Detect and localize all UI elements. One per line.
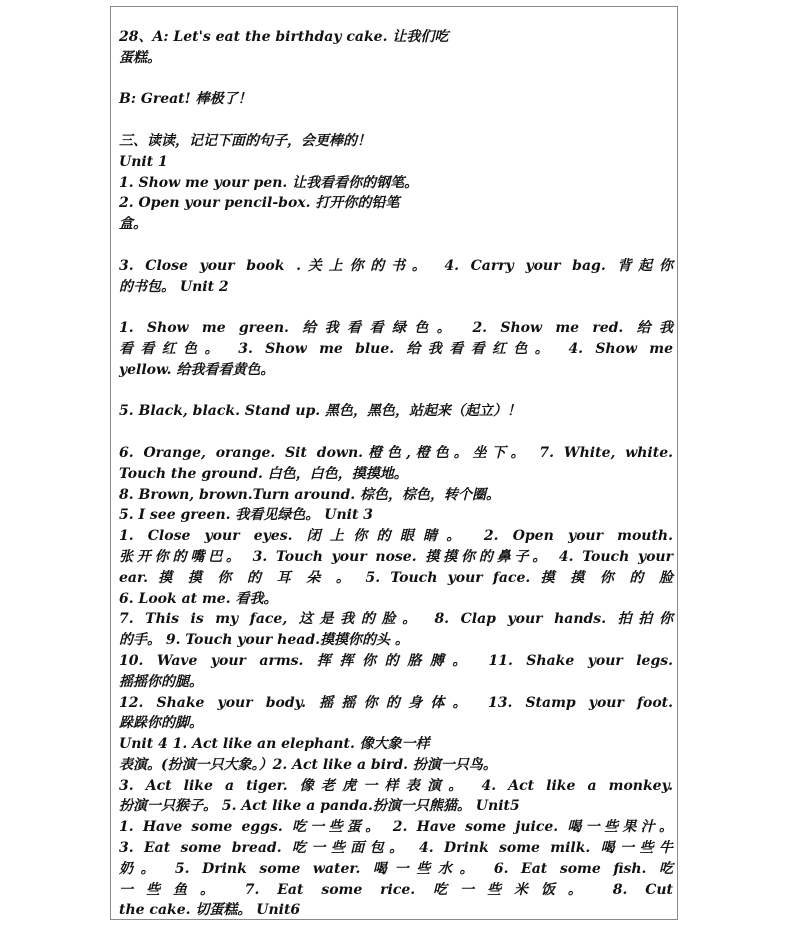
text-line: 5. I see green. 我看见绿色。 Unit 3 [119, 507, 374, 524]
blank-line [119, 381, 673, 402]
text-line: 28、A: Let's eat the birthday cake. 让我们吃 [119, 29, 449, 45]
text-line: 跺跺你的脚。 [119, 715, 203, 732]
text-line: 3. Act like a tiger. 像老虎一样表演。 4. Act like a monkey. [119, 777, 673, 794]
text-line: 1. Show me green. 给我看看绿色。 2. Show me red. 给我 [119, 320, 673, 337]
document-page [110, 6, 678, 920]
text-line: 6. Orange, orange. Sit down.橙色,橙色。坐下。 7. White, white. [119, 444, 673, 461]
text-line: 5. Black, black. Stand up. 黑色，黑色，站起来（起立）！ [119, 403, 522, 420]
text-line: 1. Show me your pen. 让我看看你的钢笔。 [119, 174, 419, 191]
text-line: B: Great! 棒极了！ [119, 91, 252, 108]
text-line: 1. Close your eyes. 闭上你的眼睛。 2. Open your mouth. [119, 528, 673, 545]
text-line: Unit 4 1. Act like an elephant. 像大象一样 [119, 736, 430, 753]
text-line: 2. Open your pencil-box. 打开你的铅笔 [119, 195, 400, 212]
text-line: 张开你的嘴巴。 3. Touch your nose. 摸摸你的鼻子。 4. Touch your [119, 548, 673, 565]
text-line: 表演。(扮演一只大象。）2. Act like a bird. 扮演一只鸟。 [119, 756, 497, 773]
blank-line [119, 297, 673, 318]
text-line: ear. 摸 摸 你 的 耳 朵 。 5. Touch your face. 摸 摸 你 的 脸 [119, 569, 673, 586]
text-line: Unit 1 [119, 153, 168, 170]
text-line: 的书包。 Unit 2 [119, 278, 229, 295]
text-line: 1. Have some eggs. 吃一些蛋。 2. Have some juice. 喝一些果汁。 [119, 819, 673, 836]
text-line: 看看红色。 3. Show me blue. 给我看看红色。 4. Show me [119, 340, 673, 357]
text-line: 的手。 9. Touch your head.摸摸你的头 。 [119, 632, 409, 649]
blank-line [119, 422, 673, 443]
text-line: 10. Wave your arms. 挥挥你的胳膊。 11. Shake your legs. [119, 652, 673, 669]
text-line: 3. Close your book .关上你的书。 4. Carry your bag. 背起你 [119, 257, 673, 274]
text-line: 一些鱼。 7. Eat some rice. 吃一些米饭。 8. Cut [119, 881, 673, 898]
blank-line [119, 235, 673, 256]
blank-line [119, 110, 673, 131]
text-line: the cake. 切蛋糕。 Unit6 [119, 902, 301, 919]
text-line: 三、读读，记记下面的句子，会更棒的！ [119, 132, 371, 149]
text-line: 蛋糕。 [119, 49, 161, 66]
text-line: 盒。 [119, 216, 147, 233]
text-line: 8. Brown, brown.Turn around. 棕色，棕色，转个圈。 [119, 486, 501, 503]
text-line: 6. Look at me. 看我。 [119, 590, 278, 607]
text-line: yellow. 给我看看黄色。 [119, 361, 275, 378]
text-line: 奶。 5. Drink some water. 喝一些水。 6. Eat some fish. 吃 [119, 860, 673, 877]
text-line: Touch the ground. 白色，白色，摸摸地。 [119, 465, 408, 482]
text-line: 3. Eat some bread. 吃一些面包。 4. Drink some milk. 喝一些牛 [119, 840, 673, 857]
text-line: 7. This is my face, 这是我的脸。 8. Clap your hands. 拍拍你 [119, 611, 673, 628]
text-line: 扮演一只猴子。 5. Act like a panda.扮演一只熊猫。 Unit5 [119, 798, 520, 815]
text-line: 摇摇你的腿。 [119, 673, 203, 690]
blank-line [119, 69, 673, 90]
document-text [119, 27, 673, 920]
text-line: 12. Shake your body. 摇摇你的身体。 13. Stamp your foot. [119, 694, 673, 711]
